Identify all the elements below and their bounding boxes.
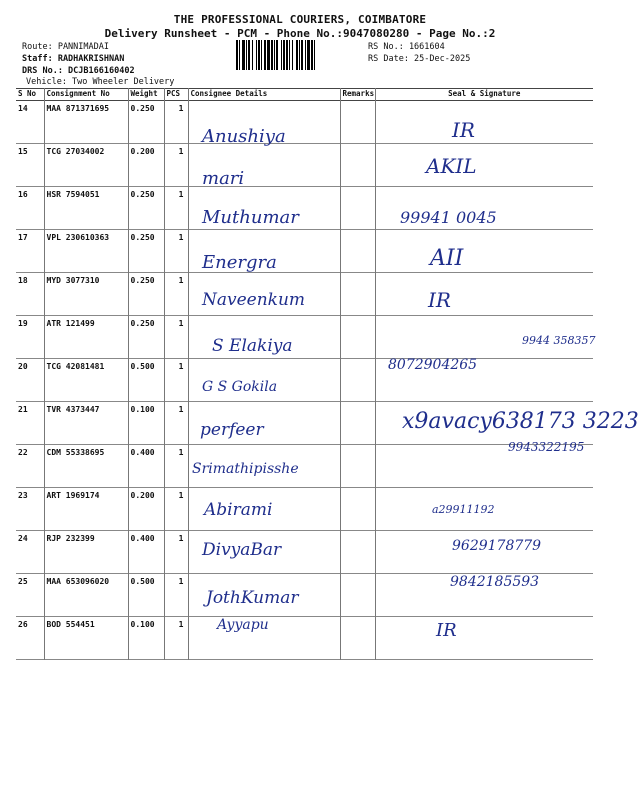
cell-consignment: MAA 653096020	[44, 574, 128, 617]
handwritten-consignee-name: Abirami	[204, 500, 273, 520]
cell-pcs: 1	[164, 617, 188, 660]
cell-remarks	[340, 402, 375, 445]
cell-remarks	[340, 445, 375, 488]
cell-pcs: 1	[164, 531, 188, 574]
table-row	[16, 230, 593, 273]
cell-remarks	[340, 488, 375, 531]
cell-consignment: HSR 7594051	[44, 187, 128, 230]
handwritten-signature: 9842185593	[450, 574, 540, 590]
cell-weight: 0.250	[128, 273, 164, 316]
cell-sno: 19	[16, 316, 44, 359]
table-row	[16, 617, 593, 660]
cell-weight: 0.100	[128, 617, 164, 660]
cell-remarks	[340, 359, 375, 402]
cell-remarks	[340, 574, 375, 617]
handwritten-consignee-name: Anushiya	[202, 126, 286, 147]
handwritten-consignee-name: Energra	[202, 252, 277, 273]
handwritten-consignee-name: mari	[202, 168, 245, 189]
handwritten-signature: AII	[430, 246, 464, 271]
route-label: Route: PANNIMADAI	[22, 42, 109, 52]
cell-weight: 0.200	[128, 488, 164, 531]
cell-pcs: 1	[164, 273, 188, 316]
runsheet-subtitle: Delivery Runsheet - PCM - Phone No.:9047080280 - Page No.:2	[104, 27, 496, 40]
cell-sno: 16	[16, 187, 44, 230]
cell-weight: 0.500	[128, 359, 164, 402]
col-consignment: Consignment No	[44, 89, 128, 101]
handwritten-signature: IR	[436, 620, 457, 641]
table-row	[16, 359, 593, 402]
cell-consignment: TCG 42081481	[44, 359, 128, 402]
cell-sno: 26	[16, 617, 44, 660]
cell-consignment: RJP 232399	[44, 531, 128, 574]
handwritten-signature: IR	[452, 118, 475, 142]
cell-sno: 24	[16, 531, 44, 574]
cell-remarks	[340, 101, 375, 144]
handwritten-consignee-name: Muthumar	[202, 207, 299, 228]
cell-sno: 20	[16, 359, 44, 402]
cell-consignment: MAA 871371695	[44, 101, 128, 144]
company-title: THE PROFESSIONAL COURIERS, COIMBATORE	[173, 13, 427, 26]
cell-weight: 0.250	[128, 230, 164, 273]
handwritten-signature: 9943322195	[508, 440, 585, 454]
handwritten-signature: a29911192	[432, 503, 495, 516]
handwritten-consignee-name: DivyaBar	[202, 540, 282, 560]
cell-remarks	[340, 617, 375, 660]
cell-remarks	[340, 187, 375, 230]
cell-weight: 0.200	[128, 144, 164, 187]
cell-pcs: 1	[164, 316, 188, 359]
barcode-image	[236, 40, 364, 70]
cell-consignment: CDM 55338695	[44, 445, 128, 488]
cell-consignment: ART 1969174	[44, 488, 128, 531]
vehicle-label: Vehicle: Two Wheeler Delivery	[26, 77, 175, 87]
handwritten-consignee-name: JothKumar	[206, 588, 299, 608]
col-weight: Weight	[128, 89, 164, 101]
cell-remarks	[340, 531, 375, 574]
cell-pcs: 1	[164, 574, 188, 617]
cell-consignment: MYD 3077310	[44, 273, 128, 316]
handwritten-consignee-name: Ayyapu	[217, 617, 269, 633]
cell-remarks	[340, 316, 375, 359]
cell-weight: 0.100	[128, 402, 164, 445]
cell-weight: 0.400	[128, 531, 164, 574]
handwritten-signature: 9629178779	[452, 538, 542, 554]
cell-pcs: 1	[164, 359, 188, 402]
staff-label: Staff: RADHAKRISHNAN	[22, 54, 125, 64]
cell-seal-signature	[375, 101, 593, 144]
cell-sno: 14	[16, 101, 44, 144]
cell-seal-signature	[375, 273, 593, 316]
cell-sno: 15	[16, 144, 44, 187]
handwritten-signature: 99941 0045	[400, 208, 497, 227]
table-row	[16, 144, 593, 187]
col-pcs: PCS	[164, 89, 188, 101]
drs-label: DRS No.: DCJB166160402	[22, 66, 135, 76]
cell-pcs: 1	[164, 402, 188, 445]
cell-sno: 21	[16, 402, 44, 445]
cell-consignment: ATR 121499	[44, 316, 128, 359]
handwritten-signature: IR	[428, 288, 451, 312]
cell-sno: 23	[16, 488, 44, 531]
handwritten-consignee-name: Srimathipisshe	[192, 461, 299, 477]
cell-consignment: TVR 4373447	[44, 402, 128, 445]
cell-weight: 0.250	[128, 101, 164, 144]
table-row	[16, 445, 593, 488]
cell-sno: 18	[16, 273, 44, 316]
cell-sno: 17	[16, 230, 44, 273]
cell-remarks	[340, 144, 375, 187]
col-signature: Seal & Signature	[448, 89, 521, 98]
cell-pcs: 1	[164, 488, 188, 531]
handwritten-signature: AKIL	[426, 154, 477, 178]
handwritten-consignee-name: Naveenkum	[202, 290, 306, 310]
cell-pcs: 1	[164, 144, 188, 187]
cell-pcs: 1	[164, 230, 188, 273]
cell-consignment: VPL 230610363	[44, 230, 128, 273]
cell-pcs: 1	[164, 101, 188, 144]
table-header-row	[16, 89, 593, 101]
cell-consignment: BOD 554451	[44, 617, 128, 660]
cell-sno: 25	[16, 574, 44, 617]
table-row	[16, 101, 593, 144]
cell-pcs: 1	[164, 445, 188, 488]
cell-seal-signature	[375, 617, 593, 660]
col-sno: S No	[16, 89, 44, 101]
handwritten-consignee-name: G S Gokila	[202, 379, 278, 395]
handwritten-consignee-name: perfeer	[200, 420, 264, 440]
cell-sno: 22	[16, 445, 44, 488]
cell-weight: 0.400	[128, 445, 164, 488]
table-row	[16, 316, 593, 359]
cell-pcs: 1	[164, 187, 188, 230]
handwritten-signature: x9avacy638173 3223	[402, 409, 639, 434]
rs-date: RS Date: 25-Dec-2025	[368, 54, 471, 64]
cell-seal-signature	[375, 144, 593, 187]
col-consignee: Consignee Details	[188, 89, 340, 101]
col-remarks: Remarks	[340, 89, 375, 101]
cell-weight: 0.250	[128, 187, 164, 230]
cell-weight: 0.500	[128, 574, 164, 617]
rs-number: RS No.: 1661604	[368, 42, 445, 52]
cell-remarks	[340, 230, 375, 273]
cell-remarks	[340, 273, 375, 316]
handwritten-signature: 9944 358357	[522, 334, 596, 347]
handwritten-signature: 8072904265	[388, 357, 478, 373]
handwritten-consignee-name: S Elakiya	[212, 336, 293, 356]
cell-weight: 0.250	[128, 316, 164, 359]
table-row	[16, 187, 593, 230]
table-row	[16, 488, 593, 531]
cell-consignment: TCG 27034002	[44, 144, 128, 187]
cell-seal-signature	[375, 230, 593, 273]
